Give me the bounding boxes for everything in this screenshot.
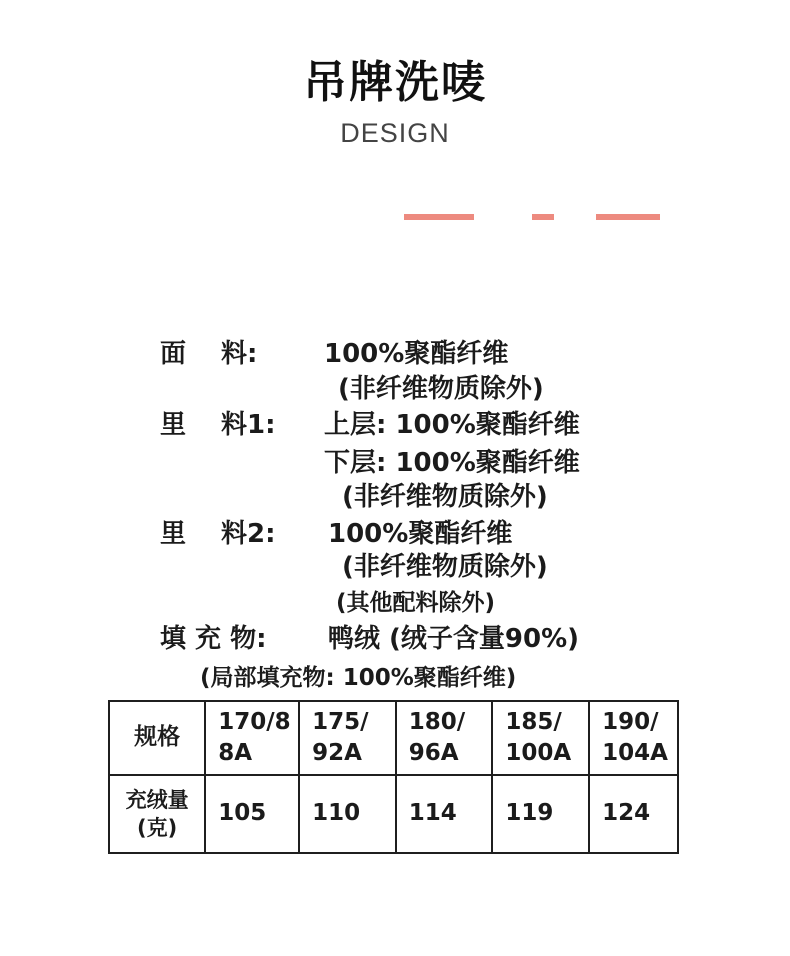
size-fill-table <box>108 700 679 854</box>
fill-value-cell: 114 <box>396 775 493 853</box>
face-fabric-value: 100%聚酯纤维 <box>324 339 509 369</box>
lining1-label: 里 料1: <box>160 410 276 440</box>
page-title: 吊牌洗唛 <box>303 57 487 108</box>
fill-value-cell: 124 <box>589 775 678 853</box>
fill-value-cell: 119 <box>492 775 589 853</box>
lining2-value: 100%聚酯纤维 <box>328 519 513 549</box>
filling-value: 鸭绒 (绒子含量90%) <box>328 624 580 654</box>
size-cell: 175/ 92A <box>299 701 396 775</box>
page-subtitle: DESIGN <box>340 118 450 148</box>
accessory-note: (其他配料除外) <box>336 590 496 616</box>
size-cell: 185/ 100A <box>492 701 589 775</box>
size-cell: 190/ 104A <box>589 701 678 775</box>
filling-label: 填 充 物: <box>160 624 267 654</box>
table-row <box>109 775 678 853</box>
red-mark-fragment <box>532 214 554 220</box>
red-mark-fragment <box>596 214 660 220</box>
table-row <box>109 701 678 775</box>
lining2-label: 里 料2: <box>160 519 276 549</box>
lining1-note: (非纤维物质除外) <box>342 482 548 512</box>
lining1-upper-value: 上层: 100%聚酯纤维 <box>324 410 580 440</box>
fill-header-cell: 充绒量 (克) <box>109 775 205 853</box>
red-mark-fragment <box>404 214 474 220</box>
face-fabric-label: 面 料: <box>160 339 258 369</box>
lining2-note: (非纤维物质除外) <box>342 552 548 582</box>
lining1-lower-value: 下层: 100%聚酯纤维 <box>324 448 580 478</box>
size-header-cell: 规格 <box>109 701 205 775</box>
size-cell: 170/8 8A <box>205 701 299 775</box>
fill-value-cell: 110 <box>299 775 396 853</box>
partial-filling-note: (局部填充物: 100%聚酯纤维) <box>200 665 517 691</box>
fill-value-cell: 105 <box>205 775 299 853</box>
size-cell: 180/ 96A <box>396 701 493 775</box>
face-fabric-note: (非纤维物质除外) <box>338 374 544 404</box>
